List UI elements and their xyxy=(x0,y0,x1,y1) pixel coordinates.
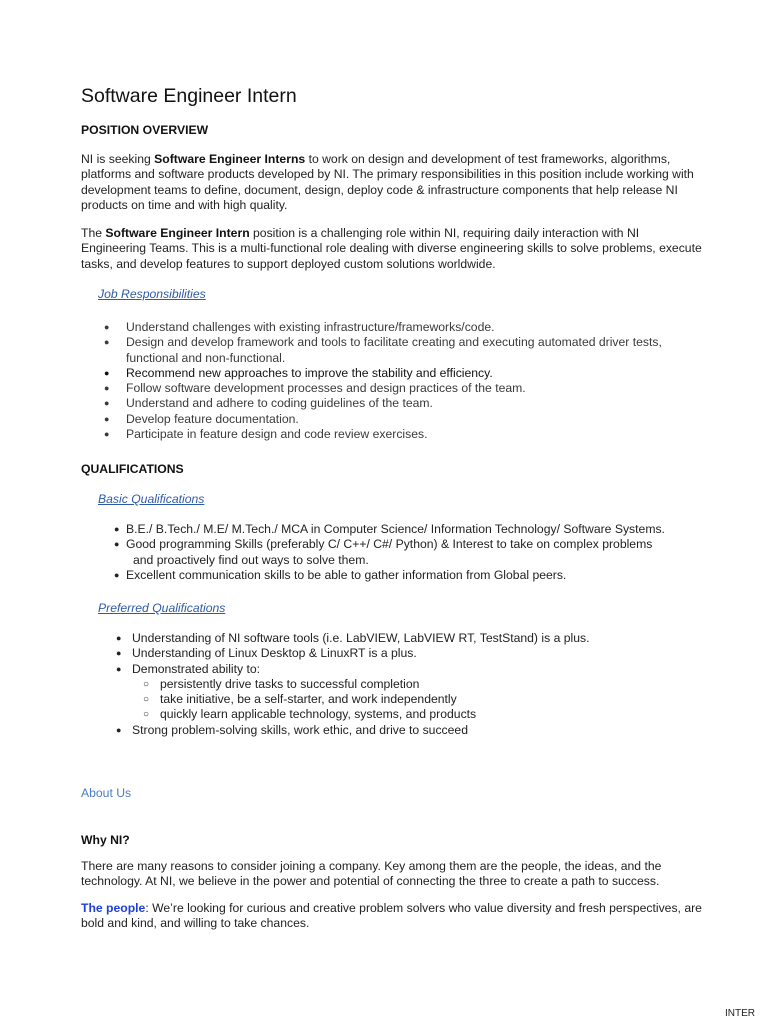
list-item: ● Follow software development processes and design practices of the team. xyxy=(104,381,526,396)
list-item: ● Strong problem-solving skills, work ethic, and drive to succeed xyxy=(116,722,468,737)
why-ni-paragraph: There are many reasons to consider joining a company. Key among them are the people, the ideas, and the technology. At NI, we believe in the power and potential of connecting the three to create a path to success. xyxy=(81,859,662,889)
list-item: ● Understanding of NI software tools (i.e. LabVIEW, LabVIEW RT, TestStand) is a plus. xyxy=(116,631,590,645)
list-item: ● Excellent communication skills to be able to gather information from Global peers. xyxy=(114,567,567,582)
why-ni-heading: Why NI? xyxy=(81,833,130,847)
sub-list-item: ○ persistently drive tasks to successful completion xyxy=(143,676,420,691)
list-item: ● Develop feature documentation. xyxy=(104,411,299,426)
sub-list-item: ○ take initiative, be a self-starter, and work independently xyxy=(143,692,457,707)
responsibilities-list xyxy=(81,320,701,442)
page-title: Software Engineer Intern xyxy=(81,85,297,107)
list-item: ● Design and develop framework and tools to facilitate creating and executing automated driver tests, functional and non-functional. xyxy=(104,335,662,365)
list-item: ● B.E./ B.Tech./ M.E/ M.Tech./ MCA in Computer Science/ Information Technology/ Software Systems. xyxy=(114,522,665,536)
job-responsibilities-heading: Job Responsibilities xyxy=(98,287,206,301)
list-item: ● Recommend new approaches to improve the stability and efficiency. xyxy=(104,365,493,380)
sub-list-item: ○ quickly learn applicable technology, systems, and products xyxy=(143,707,477,722)
position-overview-heading: POSITION OVERVIEW xyxy=(81,123,209,137)
people-label: The people xyxy=(81,901,146,915)
preferred-qualifications-heading: Preferred Qualifications xyxy=(98,601,226,615)
about-us-heading: About Us xyxy=(81,786,132,800)
preferred-qualifications-list xyxy=(81,631,701,738)
footer-text: INTER xyxy=(725,1008,755,1019)
overview-paragraph-1: NI is seeking Software Engineer Interns to work on design and development of test frameworks, algorithms, platforms and software products developed by NI. The primary responsibilities in this position include working with development teams to define, document, design, deploy code & infrastructure components that help release NI products on time and with high quality. xyxy=(81,152,694,212)
list-item: ● Understand challenges with existing infrastructure/frameworks/code. xyxy=(104,320,495,334)
list-item: ● Participate in feature design and code review exercises. xyxy=(104,427,428,442)
people-paragraph: The people: We’re looking for curious and creative problem solvers who value diversity and fresh perspectives, are bold and kind, and willing to take chances. xyxy=(81,901,702,931)
list-item: ● Understanding of Linux Desktop & LinuxRT is a plus. xyxy=(116,646,417,661)
overview-paragraph-2: The Software Engineer Intern position is a challenging role within NI, requiring daily interaction with NI Engineering Teams. This is a multi-functional role dealing with diverse engineering skills to solve problems, execute tasks, and develop features to support deployed custom solutions worldwide. xyxy=(81,226,702,271)
list-item: ● Good programming Skills (preferably C/ C++/ C#/ Python) & Interest to take on complex problems and proactively find out ways to solve them. xyxy=(114,537,653,567)
basic-qualifications-heading: Basic Qualifications xyxy=(98,492,205,506)
qualifications-heading: QUALIFICATIONS xyxy=(81,462,184,476)
list-item: ● Demonstrated ability to: xyxy=(116,661,261,676)
list-item: ● Understand and adhere to coding guidelines of the team. xyxy=(104,396,433,411)
basic-qualifications-list xyxy=(81,522,706,583)
